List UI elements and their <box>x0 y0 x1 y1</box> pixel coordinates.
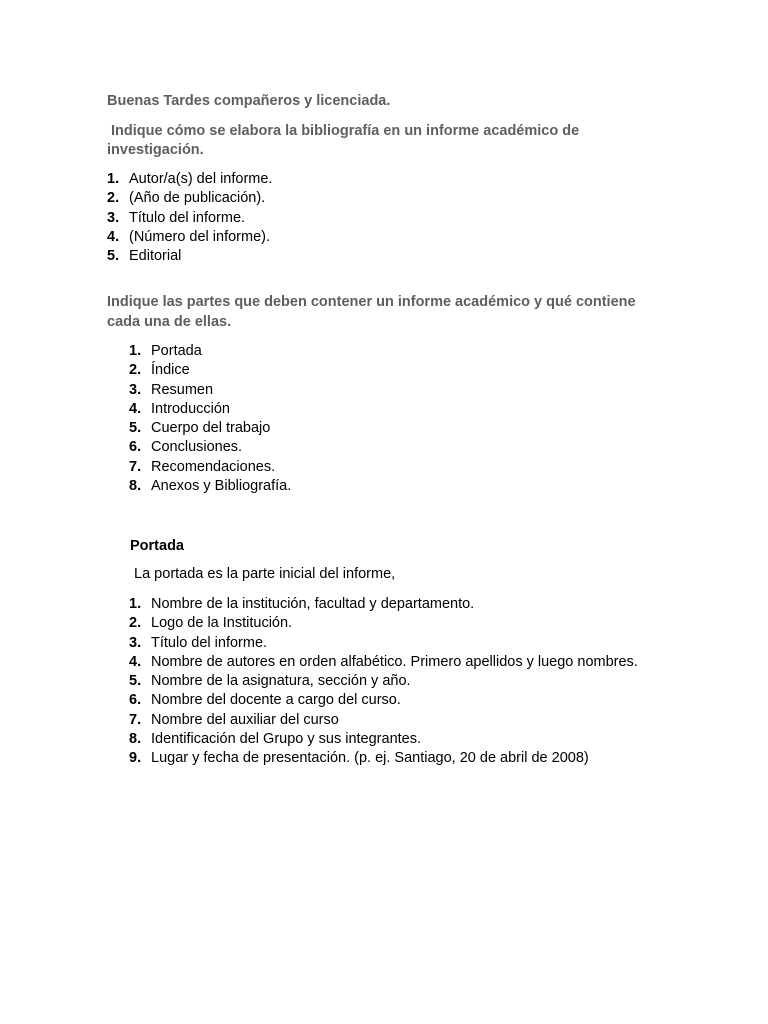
list-item-text: Resumen <box>151 381 214 398</box>
list-item-text: (Año de publicación). <box>129 190 266 207</box>
list-item-text: Índice <box>151 362 190 379</box>
list-item-number: 4. <box>129 653 142 670</box>
list-item-number: 2. <box>129 615 142 632</box>
list-item-number: 6. <box>129 439 142 456</box>
portada-item <box>129 614 638 633</box>
list-item-text: Nombre de la asignatura, sección y año. <box>151 673 411 690</box>
list-item-text: Anexos y Bibliografía. <box>151 478 292 495</box>
list-item-number: 2. <box>129 362 142 379</box>
list-item-number: 8. <box>129 731 142 748</box>
list-item-text: Logo de la Institución. <box>151 615 293 632</box>
bibliography-item <box>107 247 272 266</box>
list-item-number: 5. <box>129 420 142 437</box>
list-item-number: 3. <box>107 209 120 226</box>
list-item-number: 1. <box>129 343 142 359</box>
bibliography-item <box>107 228 272 247</box>
report-part-item <box>129 477 291 496</box>
list-item-text: Conclusiones. <box>151 439 243 456</box>
list-item-text: Recomendaciones. <box>151 458 276 475</box>
question-2-line-2: cada una de ellas. <box>107 314 232 330</box>
report-part-item <box>129 458 291 477</box>
list-item-number: 5. <box>129 673 142 690</box>
list-item-number: 2. <box>107 190 120 207</box>
list-item-number: 6. <box>129 692 142 709</box>
portada-item <box>129 672 638 691</box>
report-part-item <box>129 361 291 380</box>
list-item-text: Nombre del docente a cargo del curso. <box>151 692 401 709</box>
portada-item <box>129 730 638 749</box>
question-1-line-1: Indique cómo se elabora la bibliografía en un informe académico de <box>107 123 580 139</box>
portada-title: Portada <box>130 538 184 554</box>
list-item-number: 7. <box>129 711 142 728</box>
list-item-text: Título del informe. <box>151 634 268 651</box>
question-1-line-2: investigación. <box>107 142 204 158</box>
report-part-item <box>129 400 291 419</box>
report-part-item <box>129 342 291 361</box>
portada-item <box>129 711 638 730</box>
bibliography-list <box>107 170 272 266</box>
list-item-number: 9. <box>129 750 142 767</box>
list-item-text: Cuerpo del trabajo <box>151 420 271 437</box>
list-item-number: 3. <box>129 381 142 398</box>
list-item-text: Introducción <box>151 400 230 417</box>
portada-item <box>129 749 638 768</box>
portada-items-list <box>129 595 638 769</box>
list-item-text: Lugar y fecha de presentación. (p. ej. Santiago, 20 de abril de 2008) <box>151 750 589 767</box>
portada-item <box>129 653 638 672</box>
list-item-number: 4. <box>107 228 120 245</box>
list-item-text: Título del informe. <box>129 209 246 226</box>
bibliography-item <box>107 189 272 208</box>
greeting-text: Buenas Tardes compañeros y licenciada. <box>107 93 391 109</box>
list-item-text: Identificación del Grupo y sus integrantes. <box>151 731 422 748</box>
list-item-number: 1. <box>107 171 120 187</box>
list-item-text: Autor/a(s) del informe. <box>129 171 273 187</box>
list-item-number: 5. <box>107 248 120 265</box>
list-item-text: Editorial <box>129 248 182 265</box>
list-item-number: 1. <box>129 596 142 612</box>
question-2-line-1: Indique las partes que deben contener un informe académico y qué contiene <box>107 294 636 310</box>
report-part-item <box>129 419 291 438</box>
list-item-text: Portada <box>151 343 202 359</box>
report-part-item <box>129 381 291 400</box>
list-item-number: 8. <box>129 478 142 495</box>
report-parts-list <box>129 342 291 496</box>
list-item-number: 4. <box>129 400 142 417</box>
portada-item <box>129 634 638 653</box>
list-item-text: Nombre de autores en orden alfabético. Primero apellidos y luego nombres. <box>151 653 638 670</box>
portada-item <box>129 595 638 614</box>
list-item-text: Nombre de la institución, facultad y departamento. <box>151 596 475 612</box>
bibliography-item <box>107 209 272 228</box>
list-item-number: 3. <box>129 634 142 651</box>
portada-item <box>129 691 638 710</box>
report-part-item <box>129 438 291 457</box>
list-item-number: 7. <box>129 458 142 475</box>
portada-intro: La portada es la parte inicial del informe, <box>130 566 396 582</box>
bibliography-item <box>107 170 272 189</box>
list-item-text: (Número del informe). <box>129 228 271 245</box>
list-item-text: Nombre del auxiliar del curso <box>151 711 339 728</box>
